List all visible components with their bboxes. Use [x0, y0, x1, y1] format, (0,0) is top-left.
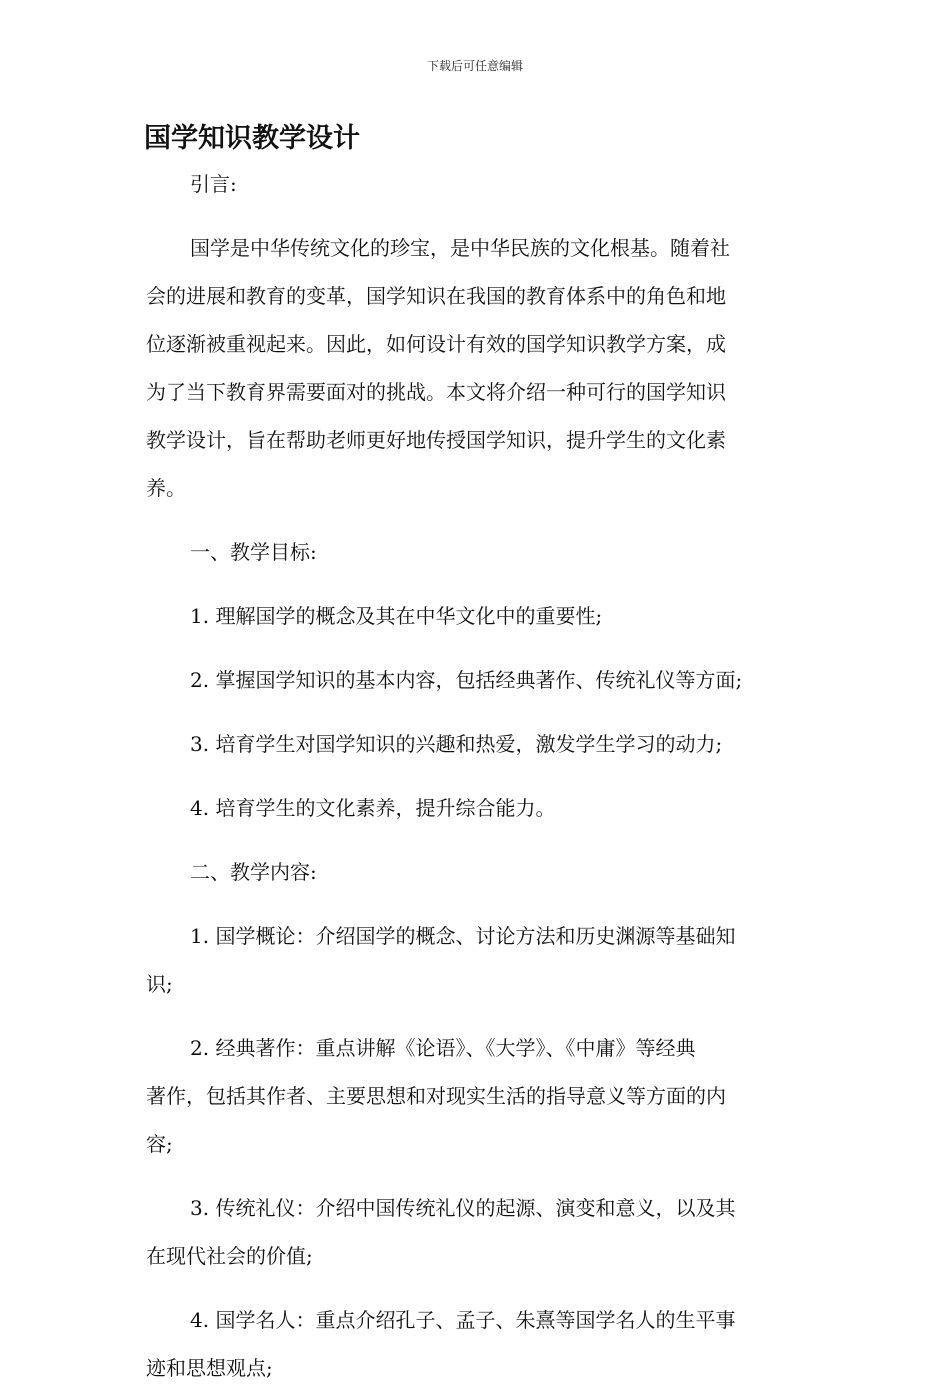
goal-item: 1. 理解国学的概念及其在中华文化中的重要性; [190, 604, 603, 628]
goal-item: 4. 培育学生的文化素养，提升综合能力。 [190, 796, 556, 820]
content-item-line: 著作，包括其作者、主要思想和对现实生活的指导意义等方面的内 [146, 1084, 726, 1108]
document-title: 国学知识教学设计 [144, 123, 360, 154]
section-heading-content: 二、教学内容: [190, 860, 317, 884]
content-item-line: 1. 国学概论：介绍国学的概念、讨论方法和历史渊源等基础知 [190, 924, 736, 948]
section-heading-goals: 一、教学目标: [190, 540, 317, 564]
content-item-line: 识; [146, 972, 173, 996]
goal-item: 3. 培育学生对国学知识的兴趣和热爱，激发学生学习的动力; [190, 732, 723, 756]
content-item [146, 1296, 826, 1392]
document-body [146, 160, 826, 1392]
intro-label: 引言: [190, 172, 237, 196]
page-header-note: 下载后可任意编辑 [426, 59, 523, 73]
content-item [146, 1184, 826, 1280]
intro-line: 国学是中华传统文化的珍宝，是中华民族的文化根基。随着社 [190, 236, 730, 260]
content-item-line: 3. 传统礼仪：介绍中国传统礼仪的起源、演变和意义，以及其 [190, 1196, 736, 1220]
content-item [146, 912, 826, 1008]
intro-line: 养。 [146, 476, 186, 500]
content-item-line: 容; [146, 1132, 173, 1156]
content-item-line: 4. 国学名人：重点介绍孔子、孟子、朱熹等国学名人的生平事 [190, 1308, 736, 1332]
goal-item: 2. 掌握国学知识的基本内容，包括经典著作、传统礼仪等方面; [190, 668, 743, 692]
content-item [146, 1024, 826, 1168]
intro-line: 教学设计，旨在帮助老师更好地传授国学知识，提升学生的文化素 [146, 428, 726, 452]
content-item-line: 迹和思想观点; [146, 1356, 273, 1380]
content-item-line: 在现代社会的价值; [146, 1244, 313, 1268]
intro-line: 会的进展和教育的变革，国学知识在我国的教育体系中的角色和地 [146, 284, 726, 308]
intro-line: 为了当下教育界需要面对的挑战。本文将介绍一种可行的国学知识 [146, 380, 726, 404]
intro-line: 位逐渐被重视起来。因此，如何设计有效的国学知识教学方案，成 [146, 332, 726, 356]
content-item-line: 2. 经典著作：重点讲解《论语》、《大学》、《中庸》等经典 [190, 1036, 696, 1060]
intro-paragraph [146, 224, 826, 512]
